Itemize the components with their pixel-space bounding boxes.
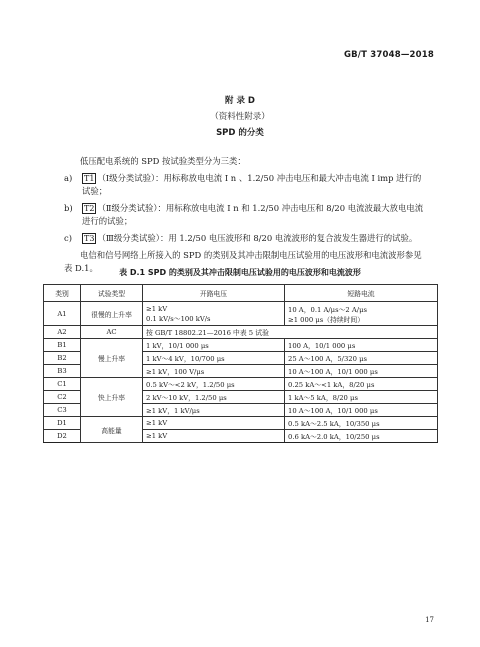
item-label: b)	[64, 203, 73, 213]
header-voltage: 开路电压	[143, 285, 285, 302]
header-test-type: 试验类型	[81, 285, 143, 302]
cell-voltage: ≥1 kV 0.1 kV/s～100 kV/s	[143, 302, 285, 326]
appendix-subject: SPD 的分类	[216, 128, 264, 138]
header-current: 短路电流	[285, 285, 438, 302]
table-row	[44, 339, 438, 352]
header-category: 类别	[44, 285, 81, 302]
test-class-box: T3	[84, 234, 95, 243]
cell-current: 10 A，0.1 A/μs～2 A/μs ≥1 000 μs（持续时间）	[285, 302, 438, 326]
cell-current: 0.6 kA～2.0 kA，10/250 μs	[285, 430, 438, 443]
cell-current: 10 A～100 A，10/1 000 μs	[285, 365, 438, 378]
list-item-c	[64, 232, 426, 245]
cell-current: 100 A，10/1 000 μs	[285, 339, 438, 352]
item-text: （Ⅲ级分类试验）：用 1.2/50 电压波形和 8/20 电流波形的复合波发生器进行的试验。	[97, 233, 418, 243]
table-row	[44, 302, 438, 326]
cell-category: A1	[44, 302, 81, 326]
test-class-box: T2	[84, 204, 95, 213]
list-item-a	[64, 172, 426, 198]
table-header-row	[44, 285, 438, 302]
table-row	[44, 417, 438, 430]
cell-test-type: 很慢的上升率	[81, 302, 143, 326]
item-text: （Ⅰ级分类试验）：用标称放电电流 I n 、1.2/50 冲击电压和最大冲击电流 I imp 进行的试验；	[82, 173, 422, 196]
cell-test-type: 快上升率	[81, 378, 143, 417]
body-text	[64, 155, 426, 275]
item-label: a)	[64, 173, 73, 183]
cell-current: 0.5 kA～2.5 kA，10/350 μs	[285, 417, 438, 430]
cell-category: C1	[44, 378, 81, 391]
cell-category: D1	[44, 417, 81, 430]
appendix-note: （资料性附录）	[210, 112, 270, 122]
cell-current: 25 A～100 A，5/320 μs	[285, 352, 438, 365]
closing-paragraph: 电信和信号网络上所接入的 SPD 的类别及其冲击限制电压试验用的电压波形和电流波形参见表 D.1。	[64, 250, 422, 273]
item-text: （Ⅱ级分类试验）：用标称放电电流 I n 和 1.2/50 冲击电压和 8/20 电流波最大放电电流进行的试验；	[82, 203, 424, 226]
cell-voltage: 2 kV～10 kV，1.2/50 μs	[143, 391, 285, 404]
page-number: 17	[425, 616, 434, 624]
cell-category: B3	[44, 365, 81, 378]
item-label: c)	[64, 233, 72, 243]
cell-category: C3	[44, 404, 81, 417]
standard-number: GB/T 37048—2018	[343, 50, 434, 60]
cell-voltage: ≥1 kV，1 kV/μs	[143, 404, 285, 417]
list-item-b	[64, 202, 426, 228]
cell-voltage: ≥1 kV	[143, 430, 285, 443]
cell-voltage: ≥1 kV	[143, 417, 285, 430]
spd-table	[43, 284, 438, 443]
cell-voltage: 按 GB/T 18802.21—2016 中表 5 试验	[143, 326, 438, 339]
appendix-heading	[0, 93, 480, 141]
cell-voltage: 1 kV～4 kV，10/700 μs	[143, 352, 285, 365]
cell-test-type: 慢上升率	[81, 339, 143, 378]
table-row	[44, 378, 438, 391]
cell-test-type: 高能量	[81, 417, 143, 443]
cell-category: D2	[44, 430, 81, 443]
cell-voltage: ≥1 kV，100 V/μs	[143, 365, 285, 378]
cell-category: C2	[44, 391, 81, 404]
appendix-title: 附 录 D	[225, 96, 255, 106]
table-row	[44, 326, 438, 339]
cell-current: 1 kA～5 kA，8/20 μs	[285, 391, 438, 404]
cell-category: B1	[44, 339, 81, 352]
cell-voltage: 1 kV，10/1 000 μs	[143, 339, 285, 352]
cell-current: 0.25 kA～<1 kA，8/20 μs	[285, 378, 438, 391]
cell-voltage: 0.5 kV～<2 kV，1.2/50 μs	[143, 378, 285, 391]
intro-paragraph: 低压配电系统的 SPD 按试验类型分为三类：	[80, 156, 246, 166]
cell-current: 10 A～100 A，10/1 000 μs	[285, 404, 438, 417]
cell-category: B2	[44, 352, 81, 365]
cell-category: A2	[44, 326, 81, 339]
table-caption: 表 D.1 SPD 的类别及其冲击限制电压试验用的电压波形和电流波形	[119, 268, 361, 277]
test-class-box: T1	[84, 174, 95, 183]
cell-test-type: AC	[81, 326, 143, 339]
